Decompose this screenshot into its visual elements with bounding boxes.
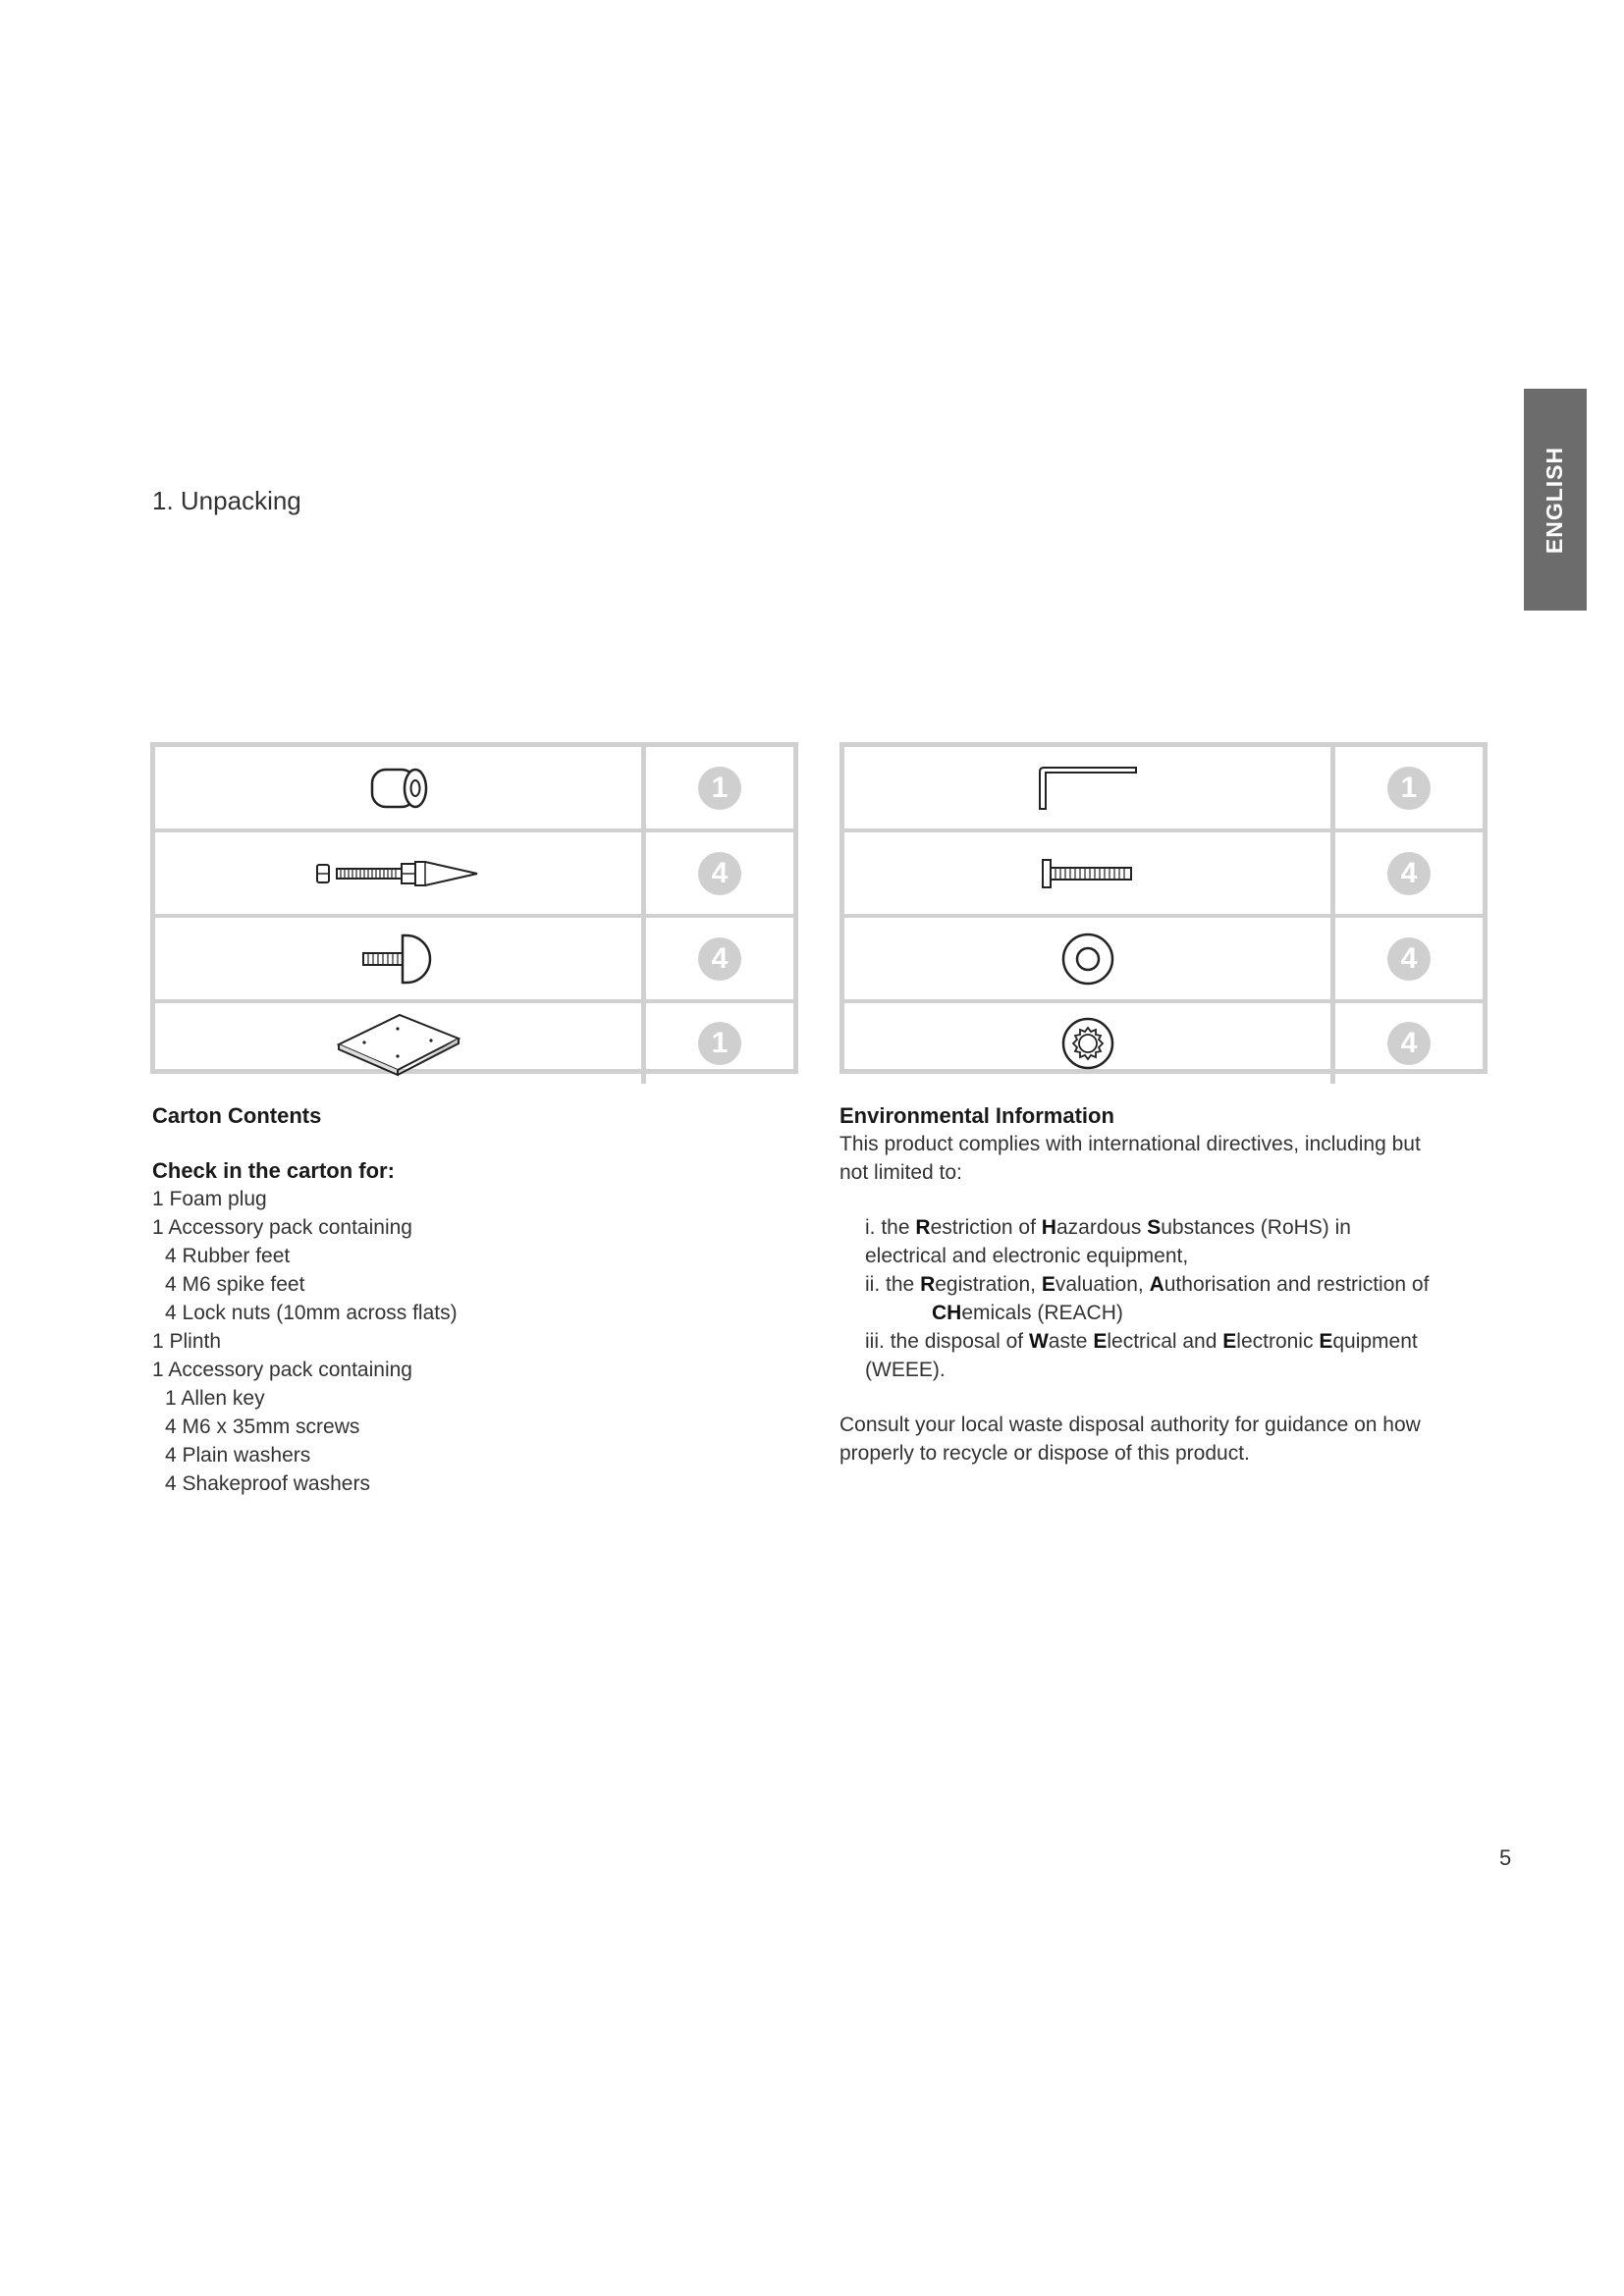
list-item: 4 Shakeproof washers — [165, 1472, 370, 1495]
quantity-badge: 4 — [698, 852, 741, 895]
quantity-badge: 1 — [698, 1022, 741, 1065]
quantity-badge: 1 — [698, 767, 741, 810]
quantity-badge: 4 — [698, 937, 741, 981]
quantity-badge: 1 — [1387, 767, 1431, 810]
carton-heading: Carton Contents — [152, 1103, 322, 1128]
environment-heading: Environmental Information — [839, 1103, 1114, 1128]
list-item: 4 Lock nuts (10mm across flats) — [165, 1302, 458, 1324]
quantity-badge: 4 — [1387, 1022, 1431, 1065]
plain-washer-icon — [844, 918, 1335, 999]
list-item: 4 M6 x 35mm screws — [165, 1415, 360, 1438]
table-row — [155, 832, 793, 918]
list-item: 1 Allen key — [165, 1387, 265, 1410]
page-number: 5 — [1499, 1845, 1512, 1870]
table-row — [844, 1003, 1483, 1084]
table-row — [155, 1003, 793, 1084]
directive-weee: iii. the disposal of Waste Electrical and Electronic Equipment (WEEE). — [865, 1330, 1418, 1381]
carton-contents-section — [152, 1101, 781, 1498]
table-row — [844, 832, 1483, 918]
list-item: 1 Accessory pack containing — [152, 1359, 412, 1381]
directive-rohs: i. the Restriction of Hazardous Substances (RoHS) in electrical and electronic equipment, — [865, 1216, 1351, 1267]
environmental-section — [839, 1101, 1488, 1468]
foam-plug-icon — [155, 747, 646, 828]
list-item: 1 Foam plug — [152, 1188, 267, 1210]
carton-subheading: Check in the carton for: — [152, 1158, 395, 1183]
table-row — [844, 747, 1483, 832]
list-item: 1 Plinth — [152, 1330, 222, 1353]
parts-table-left — [150, 742, 798, 1074]
list-item: 1 Accessory pack containing — [152, 1216, 412, 1239]
language-tab-label: ENGLISH — [1542, 446, 1568, 554]
table-row — [844, 918, 1483, 1003]
language-tab — [1524, 389, 1587, 611]
table-row — [155, 918, 793, 1003]
table-row — [155, 747, 793, 832]
section-title: 1. Unpacking — [152, 486, 301, 515]
screw-icon — [844, 832, 1335, 914]
environment-intro: This product complies with international directives, including but not limited to: — [839, 1133, 1421, 1184]
directive-reach: ii. the Registration, Evaluation, Authorisation and restriction of CHemicals (REACH) — [865, 1273, 1430, 1324]
parts-table-right — [839, 742, 1488, 1074]
quantity-badge: 4 — [1387, 937, 1431, 981]
allen-key-icon — [844, 747, 1335, 828]
list-item: 4 Plain washers — [165, 1444, 311, 1467]
consult-text: Consult your local waste disposal authority for guidance on how properly to recycle or dispose of this product. — [839, 1414, 1421, 1465]
spike-foot-icon — [155, 832, 646, 914]
shakeproof-washer-icon — [844, 1003, 1335, 1084]
list-item: 4 Rubber feet — [165, 1245, 291, 1267]
plinth-icon — [155, 1003, 646, 1084]
list-item: 4 M6 spike feet — [165, 1273, 305, 1296]
quantity-badge: 4 — [1387, 852, 1431, 895]
rubber-foot-icon — [155, 918, 646, 999]
